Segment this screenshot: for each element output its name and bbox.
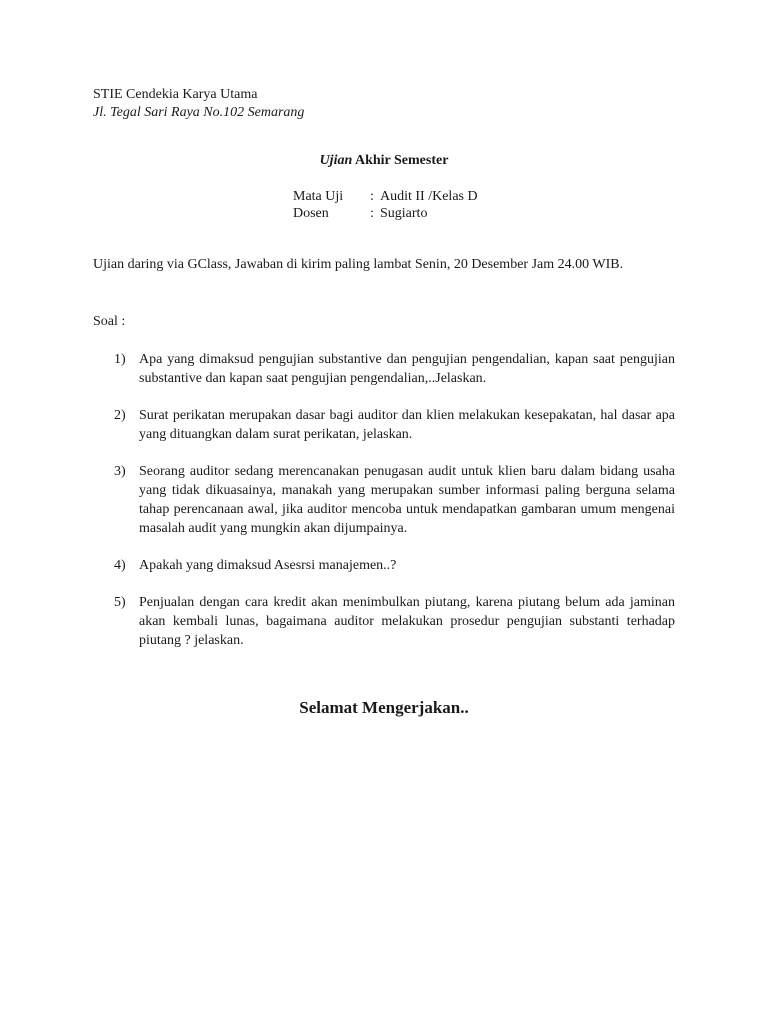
meta-row-subject (293, 188, 478, 205)
exam-instructions: Ujian daring via GClass, Jawaban di kirim paling lambat Senin, 20 Desember Jam 24.00 WIB. (93, 257, 624, 272)
question-item (114, 462, 675, 538)
meta-separator: : (370, 206, 374, 221)
meta-separator: : (370, 189, 374, 204)
letterhead (93, 86, 304, 122)
meta-value: Audit II /Kelas D (380, 189, 478, 204)
question-text: Apakah yang dimaksud Asesrsi manajemen..? (139, 558, 397, 573)
institution-name: STIE Cendekia Karya Utama (93, 87, 258, 102)
meta-key: Mata Uji (293, 189, 344, 204)
question-list (114, 350, 675, 668)
exam-title-italic: Ujian (319, 153, 353, 168)
institution-address: Jl. Tegal Sari Raya No.102 Semarang (93, 105, 305, 120)
question-text: Penjualan dengan cara kredit akan menimbulkan piutang, karena piutang belum ada jaminan akan kembali lunas, bagaimana auditor melakukan prosedur pengujian substanti terhadap piutang ? jelaskan. (139, 595, 675, 648)
questions-label: Soal : (93, 314, 126, 329)
question-number: 4) (114, 558, 126, 573)
meta-row-lecturer (293, 205, 478, 222)
exam-meta (293, 188, 478, 222)
question-item (114, 556, 675, 575)
question-text: Surat perikatan merupakan dasar bagi auditor dan klien melakukan kesepakatan, hal dasar apa yang dituangkan dalam surat perikatan, jelaskan. (139, 408, 675, 442)
meta-value: Sugiarto (380, 206, 428, 221)
closing-message: Selamat Mengerjakan.. (299, 698, 469, 717)
exam-title (0, 153, 768, 169)
question-number: 2) (114, 408, 126, 423)
meta-key: Dosen (293, 206, 329, 221)
question-text: Seorang auditor sedang merencanakan penugasan audit untuk klien baru dalam bidang usaha yang tidak dikuasainya, manakah yang merupakan sumber informasi paling berguna selama tahap perencanaan awal, jika auditor mencoba untuk mendapatkan gambaran umum mengenai masalah audit yang mungkin akan dijumpainya. (139, 464, 675, 536)
question-text: Apa yang dimaksud pengujian substantive dan pengujian pengendalian, kapan saat pengujian substantive dan kapan saat pengujian pengendalian,..Jelaskan. (139, 352, 675, 386)
question-item (114, 406, 675, 444)
question-number: 3) (114, 464, 126, 479)
exam-title-rest: Akhir Semester (352, 153, 449, 168)
question-item (114, 593, 675, 650)
question-number: 5) (114, 595, 126, 610)
question-item (114, 350, 675, 388)
question-number: 1) (114, 352, 126, 367)
